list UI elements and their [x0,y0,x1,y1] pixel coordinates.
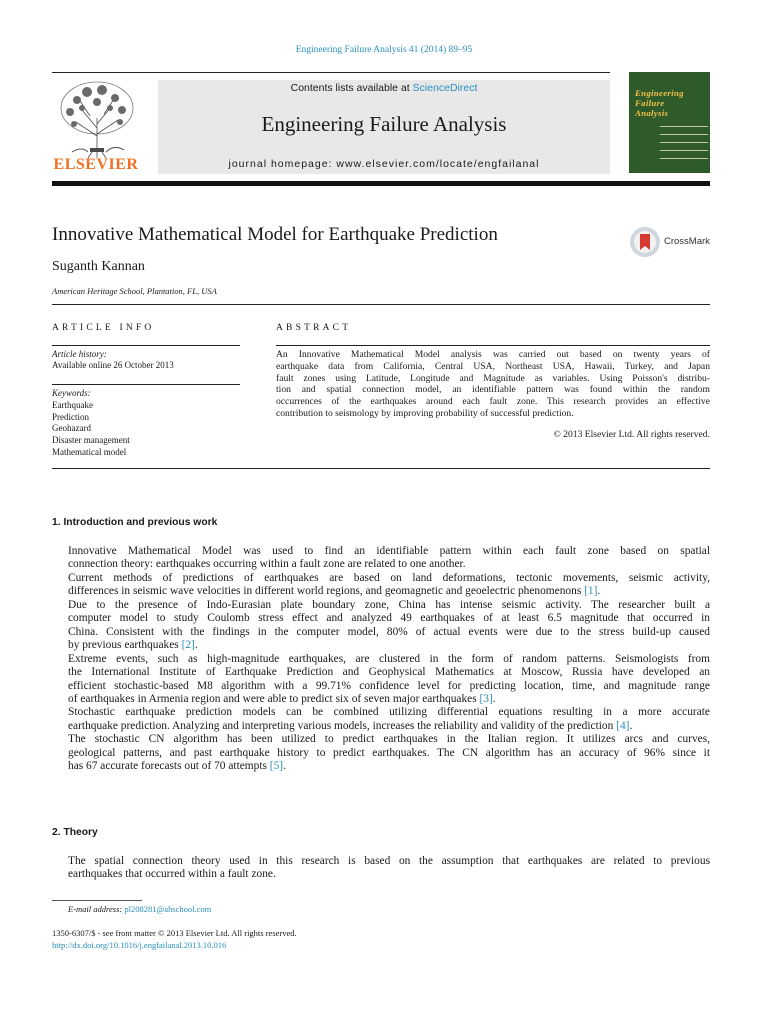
cover-title [635,88,707,118]
journal-reference[interactable]: Engineering Failure Analysis 41 (2014) 89–95 [295,45,473,55]
text-line: earthquake prediction. Analyzing and interpreting various models, increases the reliability and validity of the prediction [4]. [68,719,633,732]
paragraph [52,599,710,653]
abstract-line: occurrences of the earthquakes around each fault zone. This research provides an effective [276,396,710,408]
section-2-body [52,855,710,882]
paragraph [52,733,710,773]
elsevier-wordmark: ELSEVIER [53,156,139,173]
contents-prefix: Contents lists available at [290,82,413,94]
text-line: efficient stochastic-based M8 algorithm with a 99.71% confidence level for predicting location, time, and magnitude range [68,679,710,692]
cover-title-line: Analysis [635,108,669,118]
cover-title-line: Failure [635,98,665,108]
text-line: computer model to study Coulomb stress effect and analyzed 49 earthquakes of at least 6.5 magnitude that occurred in [68,612,710,625]
article-info-rule [52,345,240,346]
paragraph [52,572,710,599]
sciencedirect-link[interactable]: ScienceDirect [412,82,478,94]
text-line: Due to the presence of Indo-Eurasian plate boundary zone, China has intense seismic activity. The researcher built a [68,598,710,611]
article-info-rule [52,384,240,385]
title-block-rule [52,304,710,305]
article-info-heading: ARTICLE INFO [52,323,155,333]
abstract-end-rule [52,468,710,469]
text-line: of earthquakes in Armenia region and were able to predict six of seven major earthquakes [3]. [68,692,496,705]
cover-decoration [660,126,708,166]
abstract-line: earthquake data from California, Central USA, Northeast USA, Hawaii, Turkey, and Japan [276,360,710,372]
abstract-line: tion and spatial connection model, an identifiable pattern was found within the random [276,384,710,396]
paragraph [52,653,710,707]
author-affiliation: American Heritage School, Plantation, FL, USA [52,286,217,296]
keyword: Mathematical model [52,446,127,457]
keyword: Disaster management [52,435,130,446]
paragraph [52,855,710,882]
keyword: Prediction [52,411,89,422]
text-line: China. Consistent with the findings in the computer model, 80% of actual events were due to the stress build-up caused [68,625,710,638]
paragraph [52,706,710,733]
contents-line [158,82,610,94]
reference-link[interactable]: [1] [584,585,598,598]
text-line: earthquakes that occurred within a fault zone. [68,868,276,881]
author-name: Suganth Kannan [52,259,145,274]
masthead-bottom-rule [52,181,710,186]
abstract-line: fault zones using Latitude, Longitude and Magnitude as variables. Using Poisson's distribu- [276,372,710,384]
keywords-label: Keywords: [52,388,91,398]
text-line: by previous earthquakes [2]. [68,639,198,652]
section-heading: 1. Introduction and previous work [52,517,218,528]
text-line: Innovative Mathematical Model was used to find an identifiable pattern within each fault zone based on spatial [68,545,710,557]
abstract-copyright: © 2013 Elsevier Ltd. All rights reserved. [553,429,710,440]
text-line: The stochastic CN algorithm has been utilized to predict earthquakes in the Italian region. It utilizes arcs and curves, [68,733,710,746]
journal-title: Engineering Failure Analysis [261,112,507,136]
footnote-rule [52,900,142,901]
crossmark-label[interactable]: CrossMark [664,236,710,247]
text-line: Stochastic earthquake prediction models can be combined utilizing differential equations resulting in a more accurate [68,706,710,719]
text-line: geological patterns, and past earthquake history to predict earthquakes. The CN algorithm has an accuracy of 96% since it [68,746,710,759]
text-line: the International Institute of Earthquake Prediction and Geophysical Mathematics at Moscow, Russia have developed an [68,666,710,679]
section-1-body [52,545,710,774]
reference-link[interactable]: [5] [269,760,284,773]
text-line: The spatial connection theory used in this research is based on the assumption that earthquakes are related to previous [68,855,710,867]
paragraph [52,545,710,572]
reference-link[interactable]: [4] [616,719,630,732]
reference-link[interactable]: [3] [479,692,493,705]
masthead-top-rule [52,72,610,73]
abstract-heading: ABSTRACT [276,323,352,333]
keyword: Geohazard [52,423,91,434]
section-heading: 2. Theory [52,827,98,838]
keyword: Earthquake [52,400,93,410]
front-matter: 1350-6307/$ - see front matter © 2013 Elsevier Ltd. All rights reserved. [52,928,297,938]
history-label: Article history: [52,349,107,359]
keywords-list [52,400,130,459]
article-title: Innovative Mathematical Model for Earthquake Prediction [52,224,498,245]
journal-homepage[interactable]: journal homepage: www.elsevier.com/locate/engfailanal [228,158,540,170]
text-line: Extreme events, such as high-magnitude earthquakes, are clustered in the form of random patterns. Seismologists from [68,652,710,665]
abstract-line: An Innovative Mathematical Model analysis was carried out based on twenty years of [276,349,710,360]
email-link[interactable]: pl208281@ahschool.com [124,904,212,914]
email-label: E-mail address: [68,904,125,914]
text-line: connection theory: earthquakes occurring within a fault zone are related to one another. [68,558,466,571]
text-line: Current methods of predictions of earthquakes are based on land deformations, tectonic movements, seismic activity, [68,571,710,584]
text-line: has 67 accurate forecasts out of 70 attempts [5]. [68,760,286,773]
doi-link[interactable]: http://dx.doi.org/10.1016/j.engfailanal.2013.10.016 [52,940,227,950]
cover-title-line: Engineering [635,88,684,98]
abstract-text [276,349,710,420]
text-line: differences in seismic wave velocities in different world regions, and geomagnetic and geoelectric phenomenons [1]. [68,585,601,598]
history-value: Available online 26 October 2013 [52,360,174,370]
reference-link[interactable]: [2] [181,639,195,652]
footnote-email [68,904,211,914]
abstract-line: contribution to seismology by improving probability of successful prediction. [276,407,574,419]
abstract-rule [276,345,710,346]
